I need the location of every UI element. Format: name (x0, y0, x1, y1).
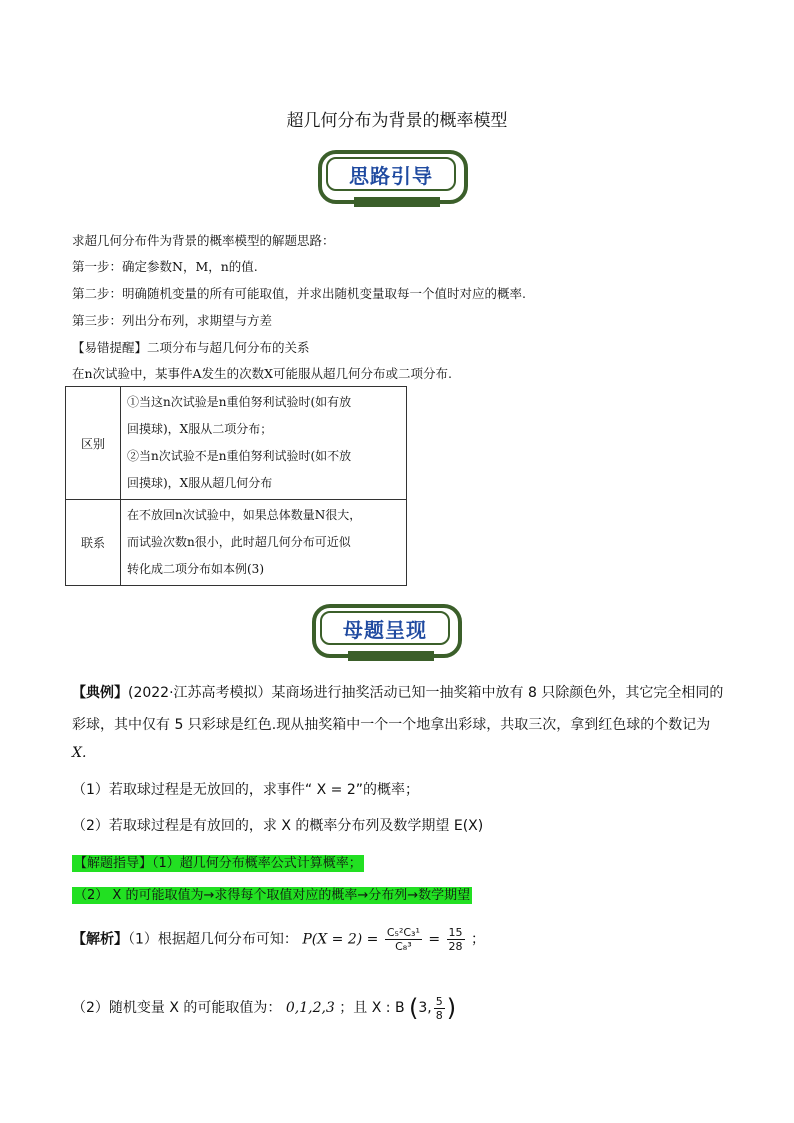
banner-base-bar (354, 197, 440, 207)
result-denominator: 28 (448, 940, 463, 953)
p-numerator: 5 (435, 994, 443, 1008)
table-line: 回摸球)，X服从二项分布； (127, 422, 273, 436)
formula-equals: = (428, 931, 441, 948)
table-line: ②当n次试验不是n重伯努利试验时(如不放 (127, 449, 352, 463)
fraction-numerator: C₅²C₃¹ (386, 926, 420, 939)
banner-label: 思路引导 (326, 157, 456, 191)
example-line-3: X. (72, 745, 87, 761)
paren-close: ) (446, 994, 457, 1022)
formula-lhs: P(X = 2) = (302, 931, 379, 948)
intro-text: 求超几何分布件为背景的概率模型的解题思路： (72, 233, 335, 248)
guide-highlight-2: （2） X 的可能取值为→求得每个取值对应的概率→分布列→数学期望 (74, 888, 471, 903)
formula-end: ； (470, 931, 485, 948)
example-text: (2022·江苏高考模拟）某商场进行抽奖活动已知一抽奖箱中放有 8 只除颜色外，其它完全相同的 (128, 685, 724, 701)
section-banner-example (312, 604, 462, 662)
solution-text: （1）根据超几何分布可知： (128, 931, 298, 948)
tip-text: 在n次试验中，某事件A发生的次数X可能服从超几何分布或二项分布. (72, 366, 452, 381)
step-1: 第一步：确定参数N，M，n的值. (72, 259, 258, 274)
example-label: 【典例】 (72, 685, 128, 701)
guide-line-2 (72, 884, 472, 903)
banner-label: 母题呈现 (320, 611, 450, 645)
table-line: 转化成二项分布如本例(3) (127, 562, 264, 576)
tip-title: 【易错提醒】二项分布与超几何分布的关系 (72, 340, 310, 355)
p-denominator: 8 (435, 1008, 443, 1022)
row-head-difference: 区别 (66, 387, 121, 500)
solution-text: （2）随机变量 X 的可能取值为： (72, 1000, 282, 1016)
table-line: 在不放回n次试验中，如果总体数量N很大， (127, 508, 362, 522)
formula-fraction (385, 926, 422, 953)
solution-line-2 (72, 994, 456, 1022)
distribution-text: ；且 X : B (339, 1000, 405, 1016)
banner-base-bar (348, 651, 434, 661)
guide-highlight-1: 【解题指导】（1）超几何分布概率公式计算概率； (74, 856, 362, 871)
solution-line-1 (72, 926, 485, 953)
solution-label: 【解析】 (72, 931, 128, 948)
guide-line-1 (72, 852, 364, 871)
question-1: （1）若取球过程是无放回的，求事件“ X = 2”的概率； (72, 782, 419, 798)
possible-values: 0,1,2,3 (285, 1000, 335, 1016)
comparison-table (65, 386, 407, 586)
page-title: 超几何分布为背景的概率模型 (286, 111, 508, 131)
table-line: ①当这n次试验是n重伯努利试验时(如有放 (127, 395, 352, 409)
example-line-2: 彩球，其中仅有 5 只彩球是红色.现从抽奖箱中一个一个地拿出彩球，共取三次，拿到红色球的个数记为 (72, 717, 711, 733)
row-head-relation: 联系 (66, 500, 121, 586)
binomial-n: 3, (418, 1000, 432, 1016)
table-line: 回摸球)，X服从超几何分布 (127, 476, 273, 490)
binomial-p (434, 995, 445, 1022)
question-2: （2）若取球过程是有放回的，求 X 的概率分布列及数学期望 E(X) (72, 818, 484, 834)
row-content-relation (121, 500, 407, 586)
table-row (66, 500, 407, 586)
paren-open: ( (409, 994, 419, 1022)
example-line-1 (72, 682, 723, 702)
fraction-denominator: C₈³ (395, 940, 412, 953)
table-row (66, 387, 407, 500)
result-numerator: 15 (448, 926, 463, 939)
section-banner-approach (318, 150, 468, 208)
table-line: 而试验次数n很小，此时超几何分布可近似 (127, 535, 351, 549)
step-3: 第三步：列出分布列，求期望与方差 (72, 313, 273, 328)
row-content-difference (121, 387, 407, 500)
step-2: 第二步：明确随机变量的所有可能取值，并求出随机变量取每一个值时对应的概率. (72, 286, 526, 301)
formula-result (447, 926, 465, 953)
